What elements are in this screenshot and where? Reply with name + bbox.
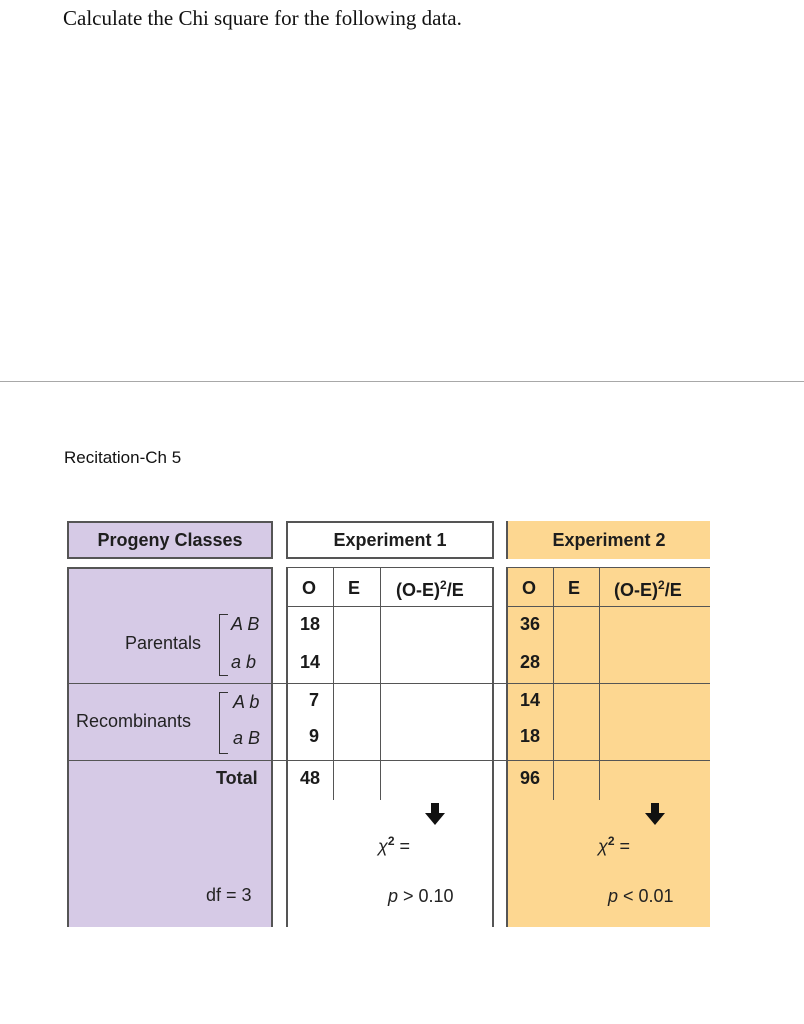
exp1-total: 48 (299, 768, 321, 788)
exp2-total: 96 (519, 768, 541, 788)
df-label: df = 3 (206, 885, 252, 905)
exp1-chi-square: $\chi^2$ = (378, 834, 411, 856)
exp2-e-formula-line (599, 567, 600, 800)
exp1-e-formula-line (380, 567, 381, 800)
exp2-col-formula: $(O-E)^2/E$ (614, 578, 682, 600)
total-label: Total (216, 768, 258, 788)
parentals-brace (219, 614, 228, 676)
exp2-col-e: E (568, 578, 581, 598)
exp2-observed-AB: 36 (519, 614, 541, 634)
exp1-observed-ab: 14 (299, 652, 321, 672)
exp1-top-line (287, 567, 493, 568)
exp1-observed-aB: 9 (308, 726, 319, 746)
exp2-col-o: O (522, 578, 537, 598)
exp2-chi-square: $\chi^2$ = (598, 834, 631, 856)
exp2-observed-ab: 28 (519, 652, 541, 672)
divider (0, 381, 804, 382)
exp1-col-e: E (348, 578, 361, 598)
exp1-p-value: p > 0.10 (388, 886, 454, 906)
exp2-observed-aB: 18 (519, 726, 541, 746)
genotype-ab-parental: A B (231, 614, 260, 634)
question-text: Calculate the Chi square for the following data. (63, 6, 462, 30)
experiment-2-header: Experiment 2 (506, 521, 710, 559)
genotype-Ab: A b (233, 692, 260, 712)
recombinants-brace (219, 692, 228, 754)
recombinants-label: Recombinants (76, 711, 192, 731)
exp1-col-formula: $(O-E)^2/E$ (396, 578, 464, 600)
genotype-ab-lower: a b (231, 652, 257, 672)
genotype-aB: a B (233, 728, 261, 748)
recitation-title: Recitation-Ch 5 (64, 448, 182, 467)
exp1-o-e-line (333, 567, 334, 800)
exp2-header-line (507, 606, 710, 607)
exp2-top-line (507, 567, 710, 568)
exp1-down-arrow-icon (425, 803, 445, 825)
exp2-down-arrow-icon (645, 803, 665, 825)
total-divider (68, 760, 710, 761)
parentals-label: Parentals (125, 633, 202, 653)
exp1-col-o: O (302, 578, 317, 598)
exp1-observed-Ab: 7 (308, 690, 319, 710)
experiment-1-header: Experiment 1 (286, 521, 494, 559)
parentals-recombinants-divider (68, 683, 710, 684)
exp1-header-line (287, 606, 493, 607)
progeny-classes-header: Progeny Classes (67, 521, 273, 559)
exp2-o-e-line (553, 567, 554, 800)
exp2-p-value: p < 0.01 (608, 886, 674, 906)
exp2-observed-Ab: 14 (519, 690, 541, 710)
exp1-observed-AB: 18 (299, 614, 321, 634)
